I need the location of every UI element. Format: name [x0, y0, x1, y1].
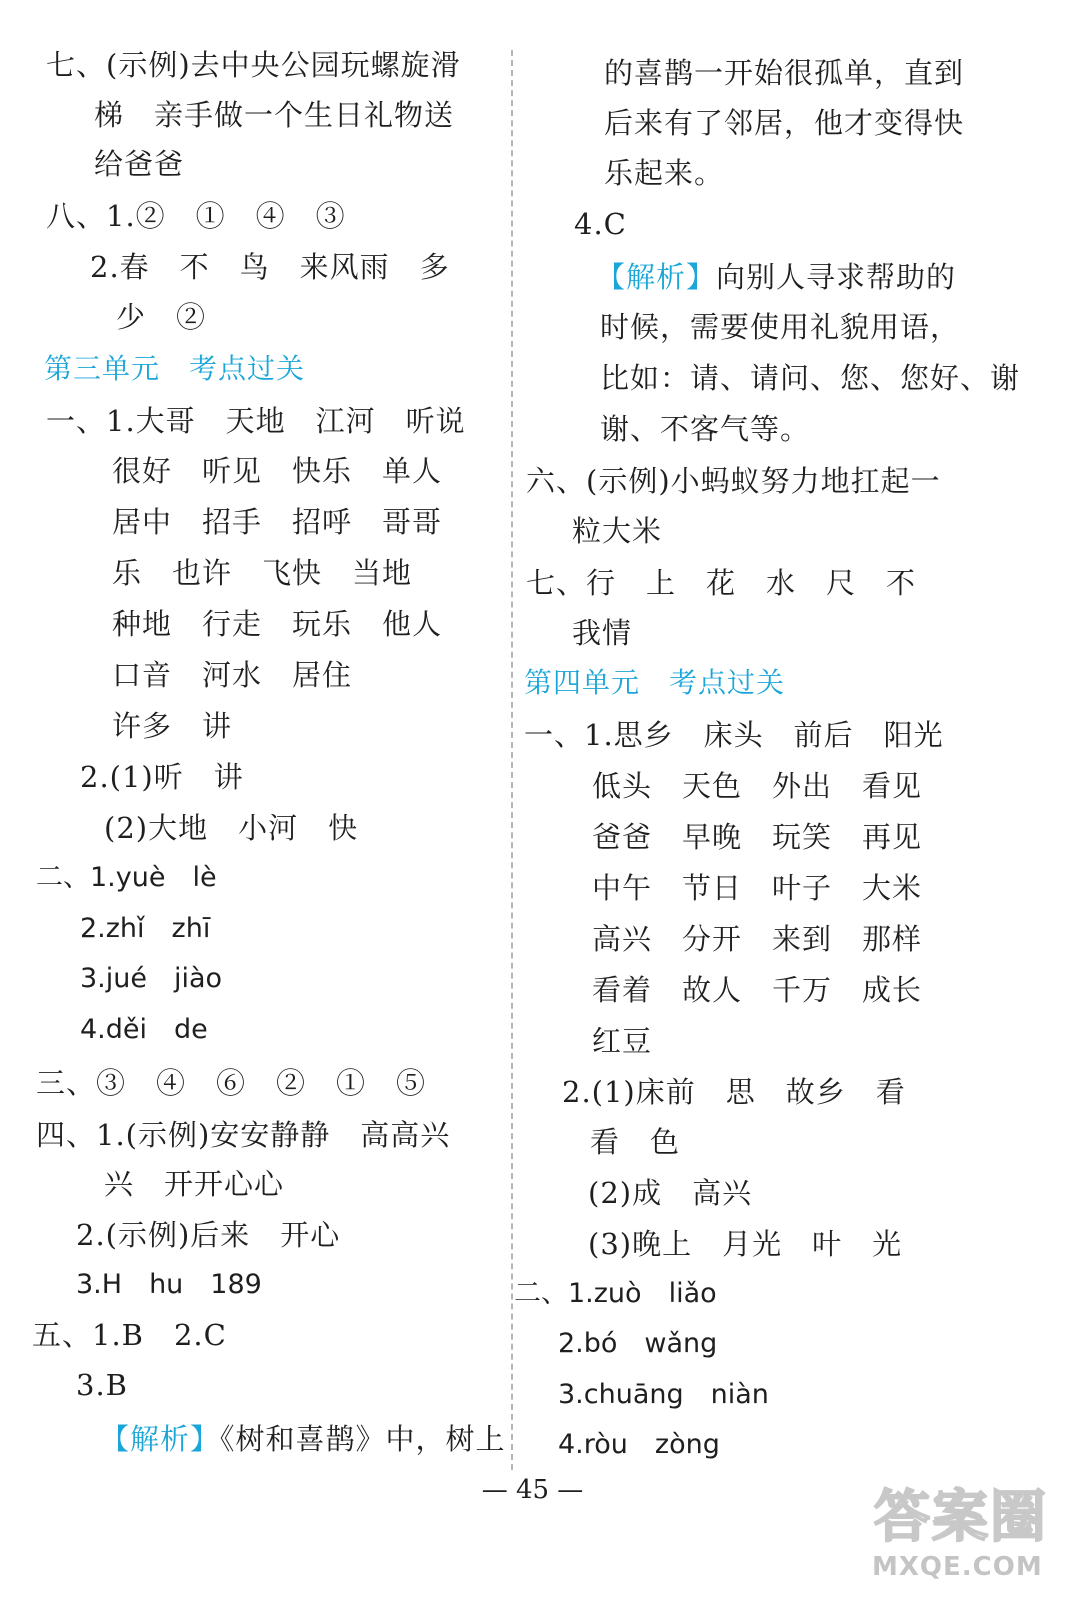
q8-line2: 2.春 不 鸟 来风雨 多: [90, 250, 450, 284]
page-number: — 45 —: [481, 1475, 584, 1505]
analysis-cont-line2: 后来有了邻居，他才变得快: [604, 106, 965, 140]
q7-line1: 七、(示例)去中央公园玩螺旋滑: [46, 48, 461, 82]
u3-q5-4-analysis-line4: 谢、不客气等。: [600, 412, 811, 446]
u3-q4-line3: 2.(示例)后来 开心: [76, 1218, 341, 1252]
analysis-tag: 【解析】: [100, 1422, 221, 1456]
u3-q4-line2: 兴 开开心心: [104, 1167, 285, 1201]
u3-q7-line2: 我情: [572, 616, 633, 650]
analysis-text: 《树和喜鹊》中，树上: [220, 1422, 506, 1456]
u3-q6-line2: 粒大米: [572, 514, 663, 548]
u4-q1-2-line1: 2.(1)床前 思 故乡 看: [562, 1075, 906, 1109]
u4-q1-line3: 爸爸 早晚 玩笑 再见: [592, 820, 923, 854]
u4-q1-line7: 红豆: [592, 1024, 653, 1058]
analysis-cont-line3: 乐起来。: [604, 156, 725, 190]
u3-q2-line2: 2.zhǐ zhī: [80, 913, 211, 944]
u3-q1-line7: 许多 讲: [112, 709, 233, 743]
u3-q7-line1: 七、行 上 花 水 尺 不: [526, 566, 917, 600]
unit3-heading: 第三单元 考点过关: [44, 352, 306, 385]
u4-q2-line4: 4.ròu zòng: [558, 1429, 720, 1460]
u4-q1-line5: 高兴 分开 来到 那样: [592, 922, 923, 956]
u3-q5-analysis: [100, 1418, 506, 1460]
u3-q2-line4: 4.děi de: [80, 1014, 208, 1045]
u3-q4-line4: 3.H hu 189: [76, 1269, 262, 1300]
u3-q5-4: 4.C: [574, 207, 627, 241]
analysis-text: 向别人寻求帮助的: [716, 260, 957, 294]
u3-q5-4-analysis-line2: 时候，需要使用礼貌用语，: [600, 310, 961, 344]
q7-line2: 梯 亲手做一个生日礼物送: [94, 98, 455, 132]
u4-q1-line6: 看着 故人 千万 成长: [592, 973, 923, 1007]
u4-q2-line2: 2.bó wǎng: [558, 1328, 718, 1359]
u3-q2-line3: 3.jué jiào: [80, 963, 223, 994]
u3-q6-line1: 六、(示例)小蚂蚁努力地扛起一: [526, 464, 941, 498]
u3-q1-line1: 一、1.大哥 天地 江河 听说: [46, 404, 466, 438]
watermark-url: MXQE.COM: [872, 1552, 1043, 1582]
u3-q5-4-analysis: [596, 256, 956, 298]
q7-line3: 给爸爸: [94, 147, 185, 181]
u4-q2-line1: 二、1.zuò liǎo: [514, 1278, 717, 1309]
u4-q1-line1: 一、1.思乡 床头 前后 阳光: [524, 718, 944, 752]
u3-q1-line5: 种地 行走 玩乐 他人: [112, 607, 443, 641]
u4-q2-line3: 3.chuāng niàn: [558, 1379, 769, 1410]
analysis-tag: 【解析】: [596, 260, 717, 294]
analysis-cont-line1: 的喜鹊一开始很孤单，直到: [604, 56, 965, 90]
unit4-heading: 第四单元 考点过关: [524, 666, 786, 699]
u3-q2-line1: 二、1.yuè lè: [36, 862, 217, 893]
q8-line1: 八、1.② ① ④ ③: [46, 199, 346, 233]
u3-q5-line1: 五、1.B 2.C: [32, 1318, 227, 1352]
watermark-text: 答案圈: [874, 1485, 1048, 1550]
q8-line3: 少 ②: [116, 300, 207, 334]
u4-q1-2-line3: (2)成 高兴: [588, 1176, 753, 1210]
u3-q1-line2: 很好 听见 快乐 单人: [112, 454, 443, 488]
u3-q1-line4: 乐 也许 飞快 当地: [112, 556, 413, 590]
u3-q1-line6: 口音 河水 居住: [112, 658, 353, 692]
u3-q5-line2: 3.B: [76, 1368, 128, 1402]
u3-q5-4-analysis-line3: 比如：请、请问、您、您好、谢: [600, 361, 1021, 395]
u3-q4-line1: 四、1.(示例)安安静静 高高兴: [36, 1118, 451, 1152]
u3-q1-2-line1: 2.(1)听 讲: [80, 760, 244, 794]
u3-q1-line3: 居中 招手 招呼 哥哥: [112, 505, 443, 539]
u4-q1-2-line2: 看 色: [590, 1125, 681, 1159]
watermark-logo: [870, 1485, 1050, 1595]
column-divider: [511, 50, 513, 1470]
u4-q1-line2: 低头 天色 外出 看见: [592, 769, 923, 803]
u3-q3: 三、③ ④ ⑥ ② ① ⑤: [36, 1066, 427, 1100]
u3-q1-2-line2: (2)大地 小河 快: [104, 811, 359, 845]
u4-q1-2-line4: (3)晚上 月光 叶 光: [588, 1227, 903, 1261]
u4-q1-line4: 中午 节日 叶子 大米: [592, 871, 923, 905]
